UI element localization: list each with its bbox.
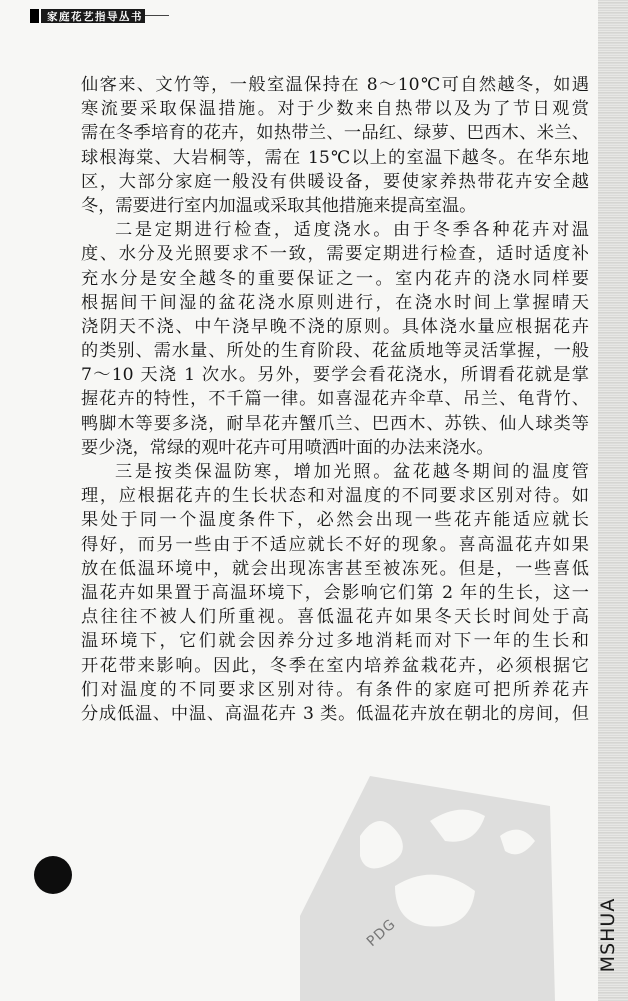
text-line: 分成低温、中温、高温花卉 3 类。低温花卉放在朝北的房间，但	[81, 703, 589, 724]
text-line: 理，应根据花卉的生长状态和对温度的不同要求区别对待。如	[81, 486, 589, 507]
text-line: 球根海棠、大岩桐等，需在 15℃以上的室温下越冬。在华东地	[81, 147, 589, 168]
scan-edge-texture	[598, 0, 628, 1001]
text-line: 温环境下，它们就会因养分过多地消耗而对下一年的生长和	[81, 631, 589, 652]
header-block-icon	[30, 9, 41, 23]
library-stamp-watermark	[300, 766, 570, 1001]
text-line: 仙客来、文竹等，一般室温保持在 8～10℃可自然越冬，如遇	[81, 75, 589, 95]
text-line: 7～10 天浇 1 次水。另外，要学会看花浇水，所谓看花就是掌	[81, 365, 589, 386]
text-line: 的类别、需水量、所处的生育阶段、花盆质地等灵活掌握，一般	[81, 341, 589, 362]
text-line: 放在低温环境中，就会出现冻害甚至被冻死。但是，一些喜低	[81, 558, 589, 579]
text-line: 握花卉的特性，不千篇一律。如喜湿花卉伞草、吊兰、龟背竹、	[81, 389, 589, 410]
text-line: 得好，而另一些由于不适应就长不好的现象。喜高温花卉如果	[81, 534, 589, 555]
watermark-text: MSHUA	[597, 897, 619, 973]
text-line: 冬，需要进行室内加温或采取其他措施来提高室温。	[81, 195, 477, 216]
series-header	[30, 9, 145, 23]
body-text	[81, 73, 589, 726]
text-line: 区，大部分家庭一般没有供暖设备，要使家养热带花卉安全越	[81, 171, 589, 192]
text-line: 寒流要采取保温措施。对于少数来自热带以及为了节日观赏	[81, 99, 589, 120]
stamp-text: PDG	[363, 915, 400, 951]
text-line: 要少浇，常绿的观叶花卉可用喷洒叶面的办法来浇水。	[81, 437, 494, 458]
text-line: 二是定期进行检查，适度浇水。由于冬季各种花卉对温	[115, 220, 589, 241]
text-line: 浇阴天不浇、中午浇早晚不浇的原则。具体浇水量应根据花卉	[81, 316, 589, 337]
text-line: 开花带来影响。因此，冬季在室内培养盆栽花卉，必须根据它	[81, 655, 589, 676]
series-title: 家庭花艺指导丛书	[47, 10, 143, 23]
text-line: 点往往不被人们所重视。喜低温花卉如果冬天长时间处于高	[81, 607, 589, 628]
text-line: 充水分是安全越冬的重要保证之一。室内花卉的浇水同样要	[81, 268, 589, 289]
text-line: 们对温度的不同要求区别对待。有条件的家庭可把所养花卉	[81, 679, 589, 700]
header-rule	[145, 15, 169, 16]
text-line: 果处于同一个温度条件下，必然会出现一些花卉能适应就长	[81, 510, 589, 531]
text-line: 三是按类保温防寒，增加光照。盆花越冬期间的温度管	[115, 462, 589, 482]
text-line: 温花卉如果置于高温环境下，会影响它们第 2 年的生长，这一	[81, 582, 589, 603]
text-line: 鸭脚木等要多浇，耐旱花卉蟹爪兰、巴西木、苏铁、仙人球类等	[81, 413, 589, 434]
text-line: 度、水分及光照要求不一致，需要定期进行检查，适时适度补	[81, 244, 589, 265]
text-line: 需在冬季培育的花卉，如热带兰、一品红、绿萝、巴西木、米兰、	[81, 123, 589, 144]
vertical-watermark	[593, 880, 623, 990]
page-corner-dot	[34, 856, 72, 894]
text-line: 根据间干间湿的盆花浇水原则进行，在浇水时间上掌握晴天	[81, 292, 589, 313]
